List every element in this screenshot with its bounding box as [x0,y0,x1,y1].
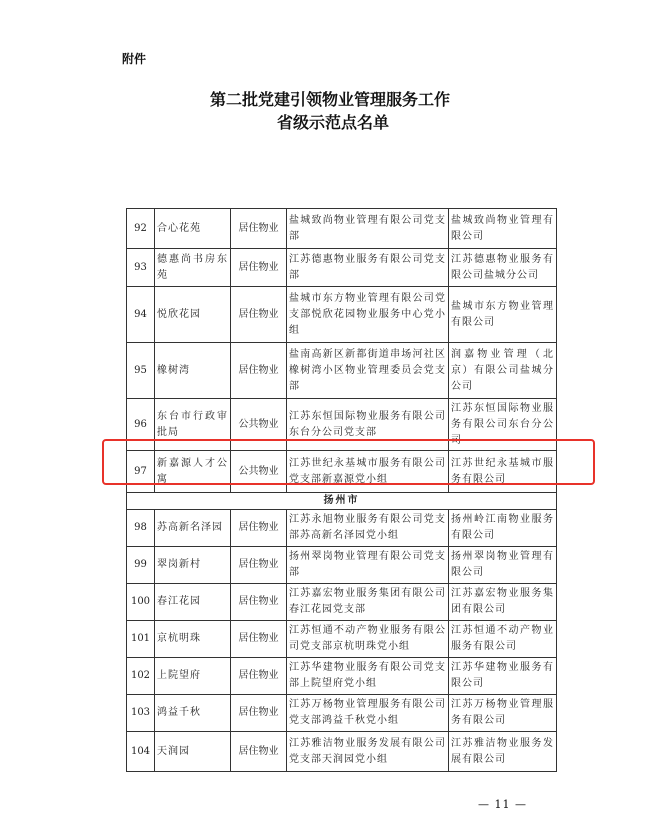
property-company: 江苏华建物业服务有限公司 [449,658,557,695]
party-branch: 江苏永旭物业服务有限公司党支部苏高新名泽园党小组 [287,510,449,547]
row-number: 98 [127,510,155,547]
property-company: 扬州翠岗物业管理有限公司 [449,547,557,584]
project-name: 翠岗新村 [155,547,231,584]
project-name: 新嘉源人才公寓 [155,451,231,493]
project-name: 合心花苑 [155,209,231,249]
highlight-box [102,439,595,485]
table-row [127,209,557,249]
row-number: 104 [127,732,155,772]
table-row [127,584,557,621]
property-company: 江苏恒通不动产物业服务有限公司 [449,621,557,658]
row-number: 95 [127,343,155,399]
party-branch: 盐城市东方物业管理有限公司党支部悦欣花园物业服务中心党小组 [287,287,449,343]
city-label: 扬州市 [127,493,557,510]
property-company: 扬州岭江南物业服务有限公司 [449,510,557,547]
party-branch: 江苏德惠物业服务有限公司党支部 [287,249,449,287]
project-name: 德惠尚书房东苑 [155,249,231,287]
property-type: 公共物业 [231,451,287,493]
table-row [127,621,557,658]
property-type: 居住物业 [231,510,287,547]
party-branch: 江苏恒通不动产物业服务有限公司党支部京杭明珠党小组 [287,621,449,658]
property-company: 润嘉物业管理（北京）有限公司盐城分公司 [449,343,557,399]
property-company: 盐城市东方物业管理有限公司 [449,287,557,343]
party-branch: 江苏万杨物业管理服务有限公司党支部鸿益千秋党小组 [287,695,449,732]
city-section-row [127,493,557,510]
row-number: 101 [127,621,155,658]
attachment-label: 附件 [122,52,147,66]
row-number: 103 [127,695,155,732]
table-row [127,343,557,399]
party-branch: 盐南高新区新都街道串场河社区橡树湾小区物业管理委员会党支部 [287,343,449,399]
table-row [127,287,557,343]
document-title-line1: 第二批党建引领物业管理服务工作 [209,90,450,109]
table-row [127,732,557,772]
project-name: 苏高新名泽园 [155,510,231,547]
row-number: 102 [127,658,155,695]
property-company: 江苏东恒国际物业服务有限公司东台分公司 [449,399,557,451]
property-type: 居住物业 [231,547,287,584]
property-type: 居住物业 [231,249,287,287]
property-type: 居住物业 [231,621,287,658]
property-company: 江苏嘉宏物业服务集团有限公司 [449,584,557,621]
property-type: 居住物业 [231,584,287,621]
party-branch: 江苏东恒国际物业服务有限公司东台分公司党支部 [287,399,449,451]
property-type: 居住物业 [231,209,287,249]
property-company: 江苏德惠物业服务有限公司盐城分公司 [449,249,557,287]
project-name: 东台市行政审批局 [155,399,231,451]
document-title-line2: 省级示范点名单 [276,113,389,132]
project-name: 橡树湾 [155,343,231,399]
project-name: 上院望府 [155,658,231,695]
party-branch: 江苏嘉宏物业服务集团有限公司春江花园党支部 [287,584,449,621]
property-company: 江苏雅洁物业服务发展有限公司 [449,732,557,772]
party-branch: 江苏世纪永基城市服务有限公司党支部新嘉源党小组 [287,451,449,493]
party-branch: 扬州翠岗物业管理有限公司党支部 [287,547,449,584]
property-company: 盐城致尚物业管理有限公司 [449,209,557,249]
table-row [127,547,557,584]
property-type: 居住物业 [231,732,287,772]
property-type: 公共物业 [231,399,287,451]
property-company: 江苏世纪永基城市服务有限公司 [449,451,557,493]
property-type: 居住物业 [231,695,287,732]
page-number: — 11 — [478,798,527,811]
property-type: 居住物业 [231,658,287,695]
row-number: 100 [127,584,155,621]
property-type: 居住物业 [231,287,287,343]
row-number: 96 [127,399,155,451]
row-number: 93 [127,249,155,287]
property-company: 江苏万杨物业管理服务有限公司 [449,695,557,732]
party-branch: 江苏华建物业服务有限公司党支部上院望府党小组 [287,658,449,695]
table-row [127,249,557,287]
demonstration-list-table [126,208,557,772]
table-row [127,695,557,732]
project-name: 京杭明珠 [155,621,231,658]
row-number: 99 [127,547,155,584]
table-row [127,658,557,695]
project-name: 天润园 [155,732,231,772]
table-row [127,510,557,547]
project-name: 春江花园 [155,584,231,621]
party-branch: 盐城致尚物业管理有限公司党支部 [287,209,449,249]
party-branch: 江苏雅洁物业服务发展有限公司党支部天润园党小组 [287,732,449,772]
row-number: 97 [127,451,155,493]
project-name: 悦欣花园 [155,287,231,343]
row-number: 92 [127,209,155,249]
project-name: 鸿益千秋 [155,695,231,732]
property-type: 居住物业 [231,343,287,399]
row-number: 94 [127,287,155,343]
